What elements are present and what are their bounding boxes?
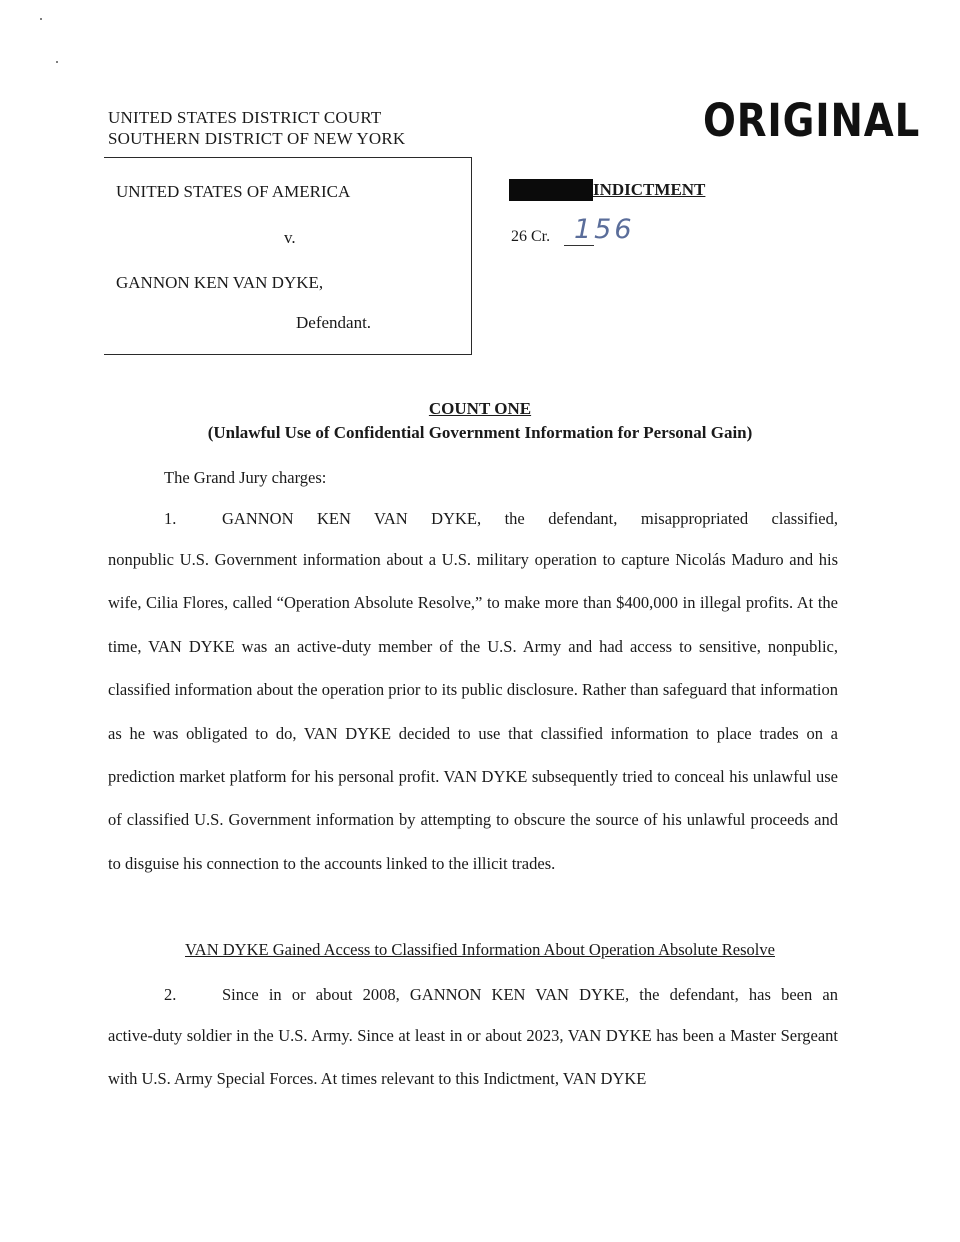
redaction-bar [509,179,593,201]
court-line-1: UNITED STATES DISTRICT COURT [108,108,382,127]
handwritten-case-number: 156 [574,214,635,245]
document-title: INDICTMENT [593,180,706,199]
court-name [108,107,405,149]
grand-jury-intro: The Grand Jury charges: [164,468,327,487]
count-title: COUNT ONE [428,399,532,418]
paragraph-1-body: nonpublic U.S. Government information about a U.S. military operation to capture Nicolás Maduro and his wife, Cilia Flores, called “Operation Absolute Resolve,” to make more than $400,000 in illegal profits. At the time, VAN DYKE was an active-duty member of the U.S. Army and had access to sensitive, nonpublic, classified information about the operation prior to its public disclosure. Rather than safeguard that information as he was obligated to do, VAN DYKE decided to use that classified information to place trades on a prediction market platform for his personal profit. VAN DYKE subsequently tried to conceal his unlawful use of classified U.S. Government information by attempting to obscure the source of his unlawful proceeds and to disguise his connection to the accounts linked to the illicit trades. [108,550,838,873]
plaintiff-name: UNITED STATES OF AMERICA [116,182,351,201]
court-line-2: SOUTHERN DISTRICT OF NEW YORK [108,129,406,148]
paragraph-1-number: 1. [164,509,177,528]
case-number-prefix: 26 Cr. [511,228,551,245]
scan-speck [40,18,42,20]
case-number-blank-line [564,245,594,246]
paragraph-2-body: active-duty soldier in the U.S. Army. Since at least in or about 2023, VAN DYKE has been a Master Sergeant with U.S. Army Special Forces. At times relevant to this Indictment, VAN DYKE [108,1026,838,1089]
defendant-label: Defendant. [296,313,372,332]
scan-speck [56,61,58,63]
count-subtitle: (Unlawful Use of Confidential Government Information for Personal Gain) [207,423,753,442]
paragraph-1-first-line: GANNON KEN VAN DYKE, the defendant, misappropriated classified, [222,509,838,528]
versus-label: v. [284,228,296,247]
original-stamp: ORIGINAL [703,94,921,147]
paragraph-2-number: 2. [164,985,177,1004]
defendant-name: GANNON KEN VAN DYKE, [116,273,324,292]
paragraph-2-first-line: Since in or about 2008, GANNON KEN VAN DYKE, the defendant, has been an [222,985,838,1004]
section-heading: VAN DYKE Gained Access to Classified Information About Operation Absolute Resolve [185,940,775,959]
